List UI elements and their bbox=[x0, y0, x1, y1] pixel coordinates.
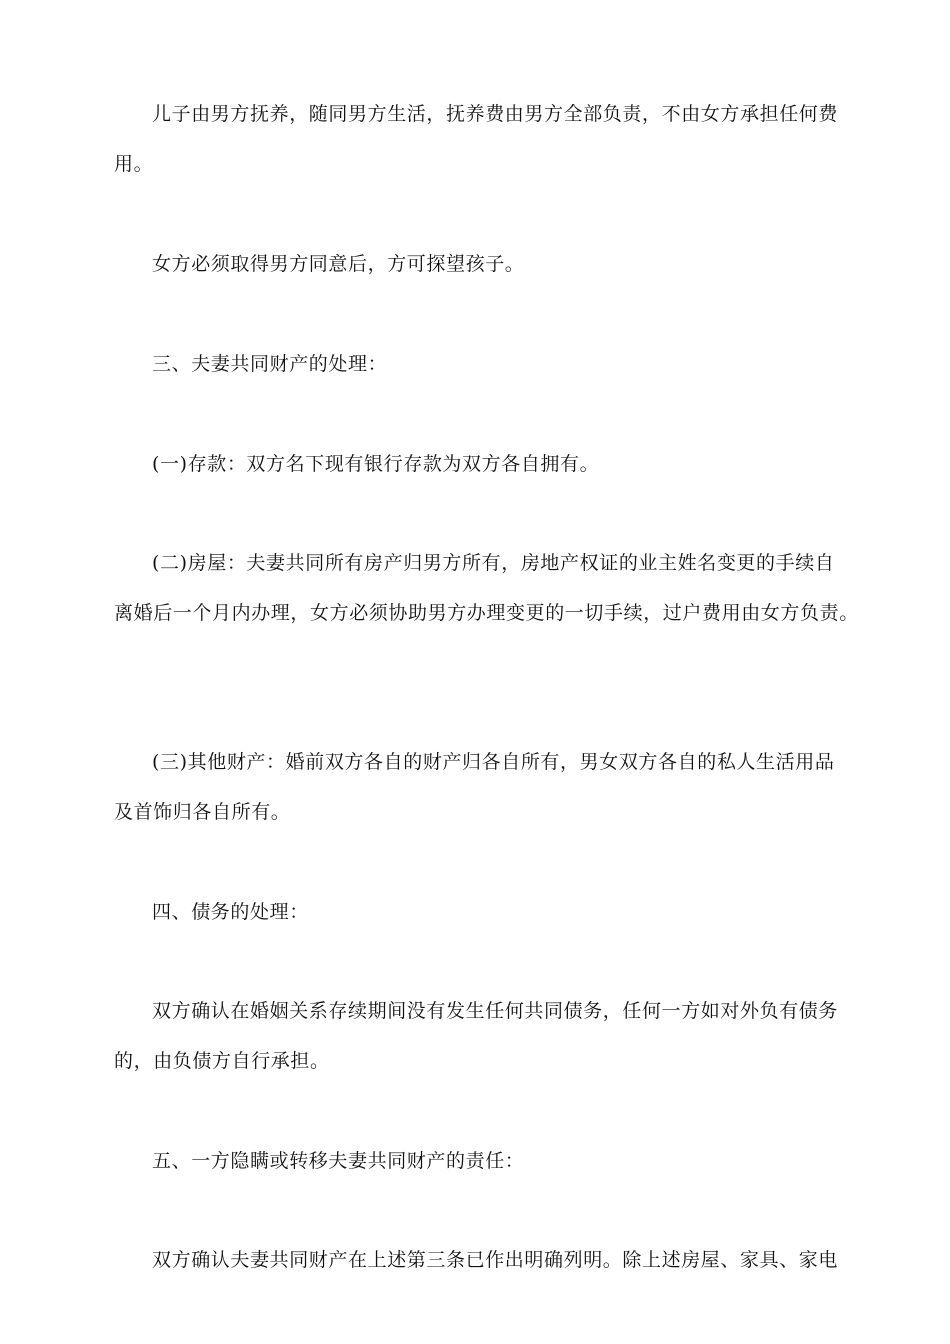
paragraph-custody-line-1: 儿子由男方抚养，随同男方生活，抚养费由男方全部负责，不由女方承担任何费 bbox=[152, 103, 839, 125]
section-heading-debts: 四、债务的处理： bbox=[152, 901, 309, 923]
paragraph-savings: (一)存款：双方名下现有银行存款为双方各自拥有。 bbox=[152, 453, 600, 475]
paragraph-confirmation-line-1: 双方确认夫妻共同财产在上述第三条已作出明确列明。除上述房屋、家具、家电 bbox=[152, 1249, 839, 1271]
paragraph-other-property-line-1: (三)其他财产：婚前双方各自的财产归各自所有，男女双方各自的私人生活用品 bbox=[152, 751, 835, 773]
paragraph-visitation: 女方必须取得男方同意后，方可探望孩子。 bbox=[152, 253, 525, 275]
paragraph-debts-line-1: 双方确认在婚姻关系存续期间没有发生任何共同债务，任何一方如对外负有债务 bbox=[152, 1000, 839, 1022]
paragraph-custody-line-2: 用。 bbox=[114, 153, 154, 175]
paragraph-house-line-1: (二)房屋：夫妻共同所有房产归男方所有，房地产权证的业主姓名变更的手续自 bbox=[152, 552, 835, 574]
paragraph-other-property-line-2: 及首饰归各自所有。 bbox=[114, 801, 291, 823]
paragraph-house-line-2: 离婚后一个月内办理，女方必须协助男方办理变更的一切手续，过户费用由女方负责。 bbox=[114, 602, 859, 624]
paragraph-debts-line-2: 的，由负债方自行承担。 bbox=[114, 1050, 330, 1072]
section-heading-concealment: 五、一方隐瞒或转移夫妻共同财产的责任： bbox=[152, 1150, 525, 1172]
section-heading-property: 三、夫妻共同财产的处理： bbox=[152, 353, 388, 375]
